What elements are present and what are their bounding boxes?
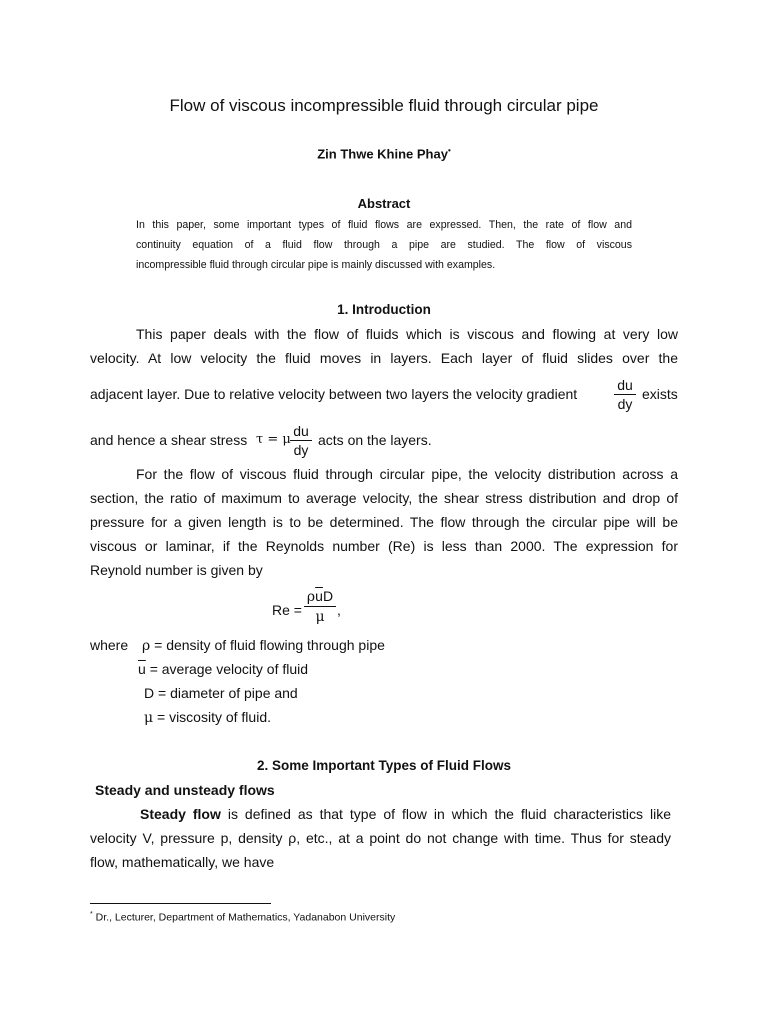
abstract-line: continuity equation of a fluid flow through a pipe are studied. The flow of viscous [136,239,632,251]
footnote: * Dr., Lecturer, Department of Mathematics, Yadanabon University [90,911,396,924]
body-line: Steady flow is defined as that type of flow in which the fluid characteristics like [140,806,671,822]
velocity-gradient-fraction [614,377,636,412]
section-heading-introduction: 1. Introduction [337,302,431,317]
reynolds-lhs: Re = [272,602,302,618]
where-item: $\overline{u}$ = average velocity of fluid [138,661,309,677]
body-line: adjacent layer. Due to relative velocity between two layers the velocity gradient [90,386,578,402]
body-line: and hence a shear stress [90,432,248,448]
fraction-numerator: du [293,423,309,439]
fraction-denominator: dy [293,442,309,458]
body-line: pressure for a given length is to be determined. The flow through the circular pipe will be [90,514,678,530]
reynolds-fraction [304,588,336,625]
author-footnote-mark: • [447,146,451,155]
abstract-line: incompressible fluid through circular pipe is mainly discussed with examples. [136,259,496,271]
body-line: exists [642,386,678,402]
reynolds-comma: , [337,602,341,618]
fraction-numerator: $\rho\overline{u}D$ [306,588,334,605]
body-line: velocity V, pressure p, density ρ, etc., at a point do not change with time. Thus for steady [90,830,671,846]
subheading-steady-unsteady: Steady and unsteady flows [95,782,275,798]
author-name: Zin Thwe Khine Phay• [317,146,451,162]
fraction-denominator: dy [617,396,633,412]
body-line: For the flow of viscous fluid through circular pipe, the velocity distribution across a [136,466,678,482]
page-title: Flow of viscous incompressible fluid through circular pipe [169,96,599,115]
fraction-numerator: du [617,377,633,393]
fraction-denominator: μ [315,609,325,625]
body-line: flow, mathematically, we have [90,854,275,870]
term-steady-flow: Steady flow [140,806,221,822]
shear-stress-lhs: τ = μ [256,432,291,447]
body-line: Reynold number is given by [90,562,263,578]
fraction-bar [304,606,336,607]
shear-stress-fraction [290,423,312,458]
body-line: velocity. At low velocity the fluid moves in layers. Each layer of fluid slides over the [90,350,678,366]
where-item: μ = viscosity of fluid. [144,709,271,726]
abstract-line: In this paper, some important types of fluid flows are expressed. Then, the rate of flow and [136,219,632,231]
body-line: This paper deals with the flow of fluids which is viscous and flowing at very low [136,326,678,342]
body-line: acts on the layers. [318,432,432,448]
body-line: section, the ratio of maximum to average velocity, the shear stress distribution and drop of [90,490,678,506]
where-item: D = diameter of pipe and [144,685,298,701]
footnote-rule [90,903,271,904]
where-item: ρ = density of fluid flowing through pipe [142,637,385,654]
section-heading-fluid-flows: 2. Some Important Types of Fluid Flows [256,758,512,773]
fraction-bar [614,394,636,395]
where-label: where [90,637,129,653]
abstract-heading: Abstract [357,196,411,211]
footnote-mark: * [90,911,93,918]
body-line: viscous or laminar, if the Reynolds number (Re) is less than 2000. The expression for [90,538,678,554]
fraction-bar [290,440,312,441]
